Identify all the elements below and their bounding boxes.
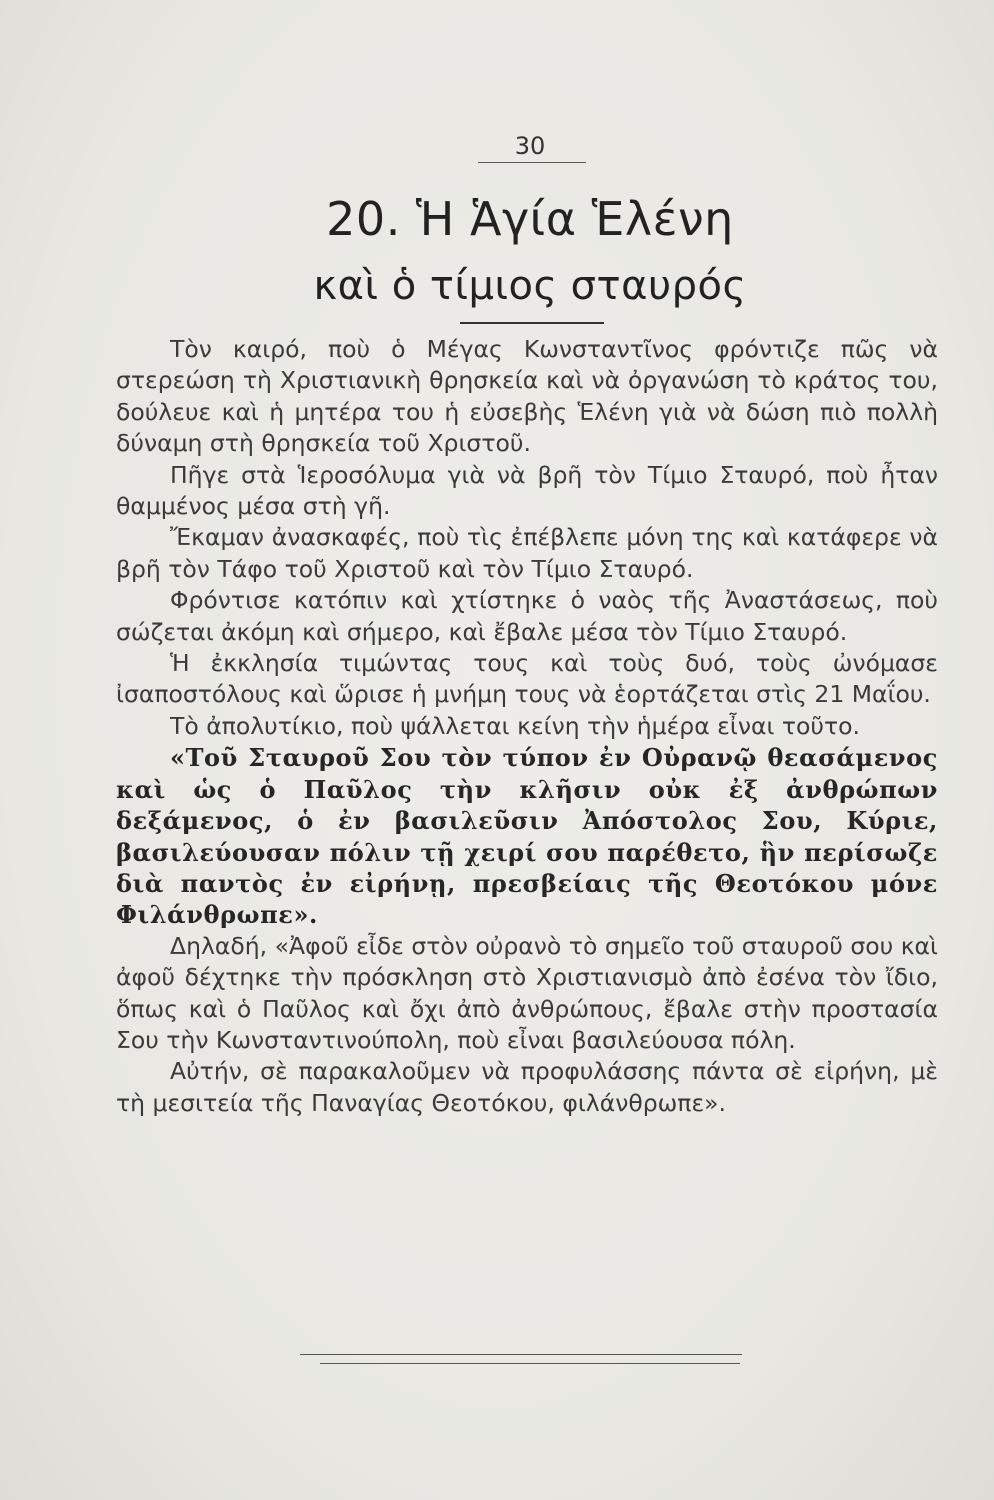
paragraph: Ἡ ἐκκλησία τιμώντας τους καὶ τοὺς δυό, τοὺς ὠνόμασε ἰσαποστόλους καὶ ὥρισε ἡ μνήμη τους νὰ ἑορτάζεται στὶς 21 Μαΐου.: [116, 649, 938, 709]
paragraph: Ἔκαμαν ἀνασκαφές, ποὺ τὶς ἐπέβλεπε μόνη της καὶ κατάφερε νὰ βρῆ τὸν Τάφο τοῦ Χριστοῦ καὶ τὸν Τίμιο Σταυρό.: [116, 523, 938, 583]
chapter-body: [116, 334, 938, 1119]
chapter-title-line-1: 20. Ἡ Ἁγία Ἑλένη: [326, 192, 734, 246]
paragraph: Τὸν καιρό, ποὺ ὁ Μέγας Κωνσταντῖνος φρόντιζε πῶς νὰ στερεώση τὴ Χριστιανικὴ θρησκεία καὶ νὰ ὀργανώση τὸ κράτος του, δούλευε καὶ ἡ μητέρα του ἡ εὐσεβὴς Ἑλένη γιὰ νὰ δώση πιὸ πολλὴ δύναμη στὴ θρησκεία τοῦ Χριστοῦ.: [116, 335, 938, 458]
page-number-underline: [478, 162, 586, 163]
chapter-title-line-2: καὶ ὁ τίμιος σταυρός: [313, 263, 747, 309]
paragraph: Αὐτήν, σὲ παρακαλοῦμεν νὰ προφυλάσσης πάντα σὲ εἰρήνη, μὲ τὴ μεσιτεία τῆς Παναγίας Θεοτόκου, φιλάνθρωπε».: [116, 1057, 938, 1117]
end-divider: [300, 1354, 742, 1355]
page-number: 30: [514, 132, 546, 160]
apolytikion-hymn: «Τοῦ Σταυροῦ Σου τὸν τύπον ἐν Οὐρανῷ θεασάμενος καὶ ὡς ὁ Παῦλος τὴν κλῆσιν οὐκ ἐξ ἀνθρώπων δεξάμενος, ὁ ἐν βασιλεῦσιν Ἀπόστολος Σου, Κύριε, βασιλεύουσαν πόλιν τῇ χειρί σου παρέθετο, ἣν περίσωζε διὰ παντὸς ἐν εἰρήνῃ, πρεσβείαις τῆς Θεοτόκου μόνε Φιλάνθρωπε».: [116, 743, 938, 930]
paragraph: Φρόντισε κατόπιν καὶ χτίστηκε ὁ ναὸς τῆς Ἀναστάσεως, ποὺ σώζεται ἀκόμη καὶ σήμερο, καὶ ἔβαλε μέσα τὸν Τίμιο Σταυρό.: [116, 586, 938, 646]
end-divider: [320, 1363, 740, 1364]
title-divider: [460, 322, 604, 324]
paragraph: Πῆγε στὰ Ἱεροσόλυμα γιὰ νὰ βρῆ τὸν Τίμιο Σταυρό, ποὺ ἦταν θαμμένος μέσα στὴ γῆ.: [116, 460, 938, 521]
paragraph: Δηλαδή, «Ἀφοῦ εἶδε στὸν οὐρανὸ τὸ σημεῖο τοῦ σταυροῦ σου καὶ ἀφοῦ δέχτηκε τὴν πρόσκληση στὸ Χριστιανισμὸ ἀπὸ ἐσένα τὸν ἴδιο, ὅπως καὶ ὁ Παῦλος καὶ ὄχι ἀπὸ ἀνθρώπους, ἔβαλε στὴν προστασία Σου τὴν Κωνσταντινούπολη, ποὺ εἶναι βασιλεύουσα πόλη.: [116, 931, 938, 1054]
paragraph: Τὸ ἀπολυτίκιο, ποὺ ψάλλεται κείνη τὴν ἡμέρα εἶναι τοῦτο.: [170, 711, 860, 740]
